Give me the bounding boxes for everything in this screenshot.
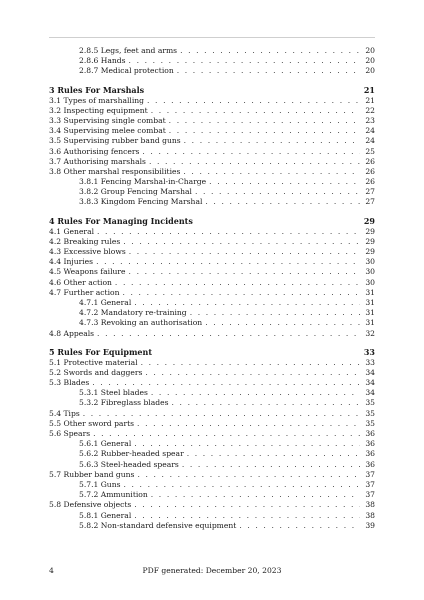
toc-section-entry[interactable] <box>49 368 375 378</box>
toc-entry-title: 3.8.3 Kingdom Fencing Marshal <box>79 197 203 207</box>
footer-page-number: 4 <box>49 566 54 575</box>
toc-subsection-entry[interactable] <box>49 521 375 531</box>
toc-leader-dots <box>151 106 360 116</box>
toc-page-number: 39 <box>365 520 375 530</box>
toc-section-entry[interactable] <box>49 267 375 277</box>
toc-entry-title: 5.2 Swords and daggers <box>49 367 143 377</box>
toc-chapter-entry[interactable] <box>49 347 375 358</box>
toc-section-entry[interactable] <box>49 409 375 419</box>
toc-leader-dots <box>169 126 360 136</box>
toc-leader-dots <box>134 439 360 449</box>
toc-leader-dots <box>134 298 360 308</box>
toc-entry-title: 4.8 Appeals <box>49 328 95 338</box>
toc-page-number: 31 <box>365 287 375 297</box>
toc-leader-dots <box>149 157 360 167</box>
toc-section-entry[interactable] <box>49 157 375 167</box>
toc-subsection-entry[interactable] <box>49 66 375 76</box>
toc-leader-dots <box>97 329 360 339</box>
toc-leader-dots <box>209 177 360 187</box>
toc-subsection-entry[interactable] <box>49 197 375 207</box>
toc-page-number: 25 <box>365 146 375 156</box>
toc-leader-dots <box>147 96 360 106</box>
toc-section-entry[interactable] <box>49 237 375 247</box>
toc-entry-title: 5.3.1 Steel blades <box>79 388 148 398</box>
toc-page-number: 23 <box>365 115 375 125</box>
toc-page-number: 24 <box>365 126 375 136</box>
toc-subsection-entry[interactable] <box>49 490 375 500</box>
toc-entry-title: 2.8.5 Legs, feet and arms <box>79 46 178 55</box>
toc-subsection-entry[interactable] <box>49 318 375 328</box>
toc-section-entry[interactable] <box>49 329 375 339</box>
toc-page-number: 30 <box>365 267 375 277</box>
toc-leader-dots <box>122 288 360 298</box>
toc-subsection-entry[interactable] <box>49 308 375 318</box>
toc-entry-title: 4.1 General <box>49 226 95 236</box>
toc-entry-title: 3.5 Supervising rubber band guns <box>49 136 181 146</box>
toc-page-number: 36 <box>365 449 375 459</box>
toc-leader-dots <box>129 267 360 277</box>
toc-leader-dots <box>83 409 360 419</box>
toc-entry-title: 5.3 Blades <box>49 378 90 388</box>
toc-page-number: 33 <box>363 346 375 357</box>
toc-entry-title: 5.8.1 General <box>79 510 132 520</box>
toc-section-entry[interactable] <box>49 247 375 257</box>
toc-spacer <box>49 77 375 85</box>
toc-subsection-entry[interactable] <box>49 56 375 66</box>
toc-entry-title: 3.8 Other marshal responsibilities <box>49 166 181 176</box>
toc-entry-title: 5.8.2 Non-standard defensive equipment <box>79 520 237 530</box>
toc-page-number: 20 <box>365 66 375 76</box>
toc-chapter-title: 5 Rules For Equipment <box>49 346 153 357</box>
toc-page-number: 26 <box>365 177 375 187</box>
toc-section-entry[interactable] <box>49 470 375 480</box>
toc-subsection-entry[interactable] <box>49 480 375 490</box>
toc-entry-title: 4.7 Further action <box>49 287 120 297</box>
toc-entry-title: 5.6 Spears <box>49 429 91 438</box>
toc-entry-title: 4.7.3 Revoking an authorisation <box>79 318 203 328</box>
toc-entry-title: 3.3 Supervising single combat <box>49 115 166 125</box>
toc-leader-dots <box>187 449 360 459</box>
toc-leader-dots <box>123 480 360 490</box>
toc-section-entry[interactable] <box>49 227 375 237</box>
header-rule <box>49 37 375 38</box>
toc-spacer <box>49 208 375 216</box>
toc-section-entry[interactable] <box>49 116 375 126</box>
toc-page-number: 29 <box>363 215 375 226</box>
toc-page-number: 21 <box>363 84 375 95</box>
toc-entry-title: 3.1 Types of marshalling <box>49 95 145 105</box>
toc-leader-dots <box>172 398 360 408</box>
toc-page-number: 27 <box>365 197 375 207</box>
table-of-contents <box>49 46 375 531</box>
toc-leader-dots <box>239 521 360 531</box>
toc-page-number: 31 <box>365 297 375 307</box>
toc-page-number: 38 <box>365 500 375 510</box>
toc-subsection-entry[interactable] <box>49 187 375 197</box>
toc-page-number: 20 <box>365 56 375 66</box>
toc-page-number: 30 <box>365 257 375 267</box>
toc-section-entry[interactable] <box>49 126 375 136</box>
toc-entry-title: 3.4 Supervising melee combat <box>49 126 166 136</box>
toc-entry-title: 5.6.2 Rubber-headed spear <box>79 449 184 459</box>
toc-leader-dots <box>182 460 360 470</box>
toc-page-number: 38 <box>365 510 375 520</box>
toc-subsection-entry[interactable] <box>49 439 375 449</box>
page-footer <box>49 565 375 577</box>
toc-section-entry[interactable] <box>49 429 375 439</box>
toc-subsection-entry[interactable] <box>49 398 375 408</box>
toc-leader-dots <box>137 419 360 429</box>
toc-leader-dots <box>184 136 360 146</box>
toc-leader-dots <box>177 66 360 76</box>
toc-chapter-entry[interactable] <box>49 85 375 96</box>
toc-leader-dots <box>205 318 360 328</box>
toc-section-entry[interactable] <box>49 378 375 388</box>
toc-subsection-entry[interactable] <box>49 298 375 308</box>
toc-page-number: 32 <box>365 328 375 338</box>
toc-leader-dots <box>92 378 360 388</box>
toc-page-number: 36 <box>365 429 375 438</box>
toc-page-number: 35 <box>365 418 375 428</box>
toc-section-entry[interactable] <box>49 257 375 267</box>
toc-section-entry[interactable] <box>49 96 375 106</box>
toc-leader-dots <box>145 368 360 378</box>
toc-leader-dots <box>190 308 360 318</box>
toc-leader-dots <box>137 470 360 480</box>
toc-entry-title: 5.5 Other sword parts <box>49 418 135 428</box>
toc-section-entry[interactable] <box>49 167 375 177</box>
toc-page-number: 29 <box>365 236 375 246</box>
toc-entry-title: 5.1 Protective material <box>49 357 138 367</box>
toc-entry-title: 5.7 Rubber band guns <box>49 469 135 479</box>
toc-page-number: 20 <box>365 46 375 55</box>
toc-page-number: 22 <box>365 105 375 115</box>
toc-leader-dots <box>134 500 360 510</box>
toc-leader-dots <box>129 56 360 66</box>
toc-leader-dots <box>96 257 360 267</box>
toc-leader-dots <box>134 511 360 521</box>
toc-section-entry[interactable] <box>49 288 375 298</box>
toc-page-number: 30 <box>365 277 375 287</box>
toc-entry-title: 5.7.2 Ammunition <box>79 490 148 500</box>
toc-leader-dots <box>97 227 360 237</box>
toc-entry-title: 4.6 Other action <box>49 277 112 287</box>
toc-entry-title: 4.7.1 General <box>79 297 132 307</box>
toc-page-number: 35 <box>365 408 375 418</box>
toc-section-entry[interactable] <box>49 278 375 288</box>
toc-entry-title: 4.2 Breaking rules <box>49 236 121 246</box>
toc-leader-dots <box>115 278 360 288</box>
toc-section-entry[interactable] <box>49 419 375 429</box>
toc-entry-title: 3.6 Authorising fencers <box>49 146 140 156</box>
toc-leader-dots <box>151 388 360 398</box>
toc-section-entry[interactable] <box>49 500 375 510</box>
toc-leader-dots <box>123 237 360 247</box>
toc-page-number: 34 <box>365 378 375 388</box>
toc-leader-dots <box>142 147 360 157</box>
toc-page-number: 26 <box>365 166 375 176</box>
toc-page-number: 34 <box>365 367 375 377</box>
toc-entry-title: 3.2 Inspecting equipment <box>49 105 148 115</box>
footer-generated-date: PDF generated: December 20, 2023 <box>142 566 282 575</box>
toc-chapter-title: 4 Rules For Managing Incidents <box>49 215 193 226</box>
toc-leader-dots <box>180 46 360 56</box>
toc-entry-title: 4.3 Excessive blows <box>49 247 126 256</box>
toc-leader-dots <box>141 358 360 368</box>
toc-leader-dots <box>205 197 360 207</box>
toc-page-number: 29 <box>365 226 375 236</box>
toc-entry-title: 4.4 Injuries <box>49 257 94 267</box>
toc-entry-title: 2.8.6 Hands <box>79 56 126 66</box>
toc-page-number: 31 <box>365 308 375 318</box>
toc-page-number: 21 <box>365 95 375 105</box>
toc-entry-title: 5.3.2 Fibreglass blades <box>79 398 169 408</box>
toc-section-entry[interactable] <box>49 358 375 368</box>
toc-section-entry[interactable] <box>49 106 375 116</box>
toc-subsection-entry[interactable] <box>49 46 375 56</box>
toc-subsection-entry[interactable] <box>49 460 375 470</box>
toc-subsection-entry[interactable] <box>49 388 375 398</box>
toc-chapter-title: 3 Rules For Marshals <box>49 84 145 95</box>
toc-page-number: 35 <box>365 398 375 408</box>
toc-chapter-entry[interactable] <box>49 216 375 227</box>
toc-leader-dots <box>169 116 360 126</box>
toc-page-number: 24 <box>365 136 375 146</box>
toc-spacer <box>49 339 375 347</box>
toc-entry-title: 3.7 Authorising marshals <box>49 156 146 166</box>
toc-entry-title: 2.8.7 Medical protection <box>79 66 174 76</box>
toc-page-number: 34 <box>365 388 375 398</box>
toc-subsection-entry[interactable] <box>49 177 375 187</box>
toc-entry-title: 5.4 Tips <box>49 408 80 418</box>
toc-section-entry[interactable] <box>49 136 375 146</box>
toc-entry-title: 5.6.1 General <box>79 439 132 449</box>
toc-entry-title: 5.7.1 Guns <box>79 479 121 489</box>
toc-page-number: 37 <box>365 479 375 489</box>
toc-page-number: 33 <box>365 357 375 367</box>
toc-page-number: 37 <box>365 469 375 479</box>
toc-leader-dots <box>93 429 360 439</box>
toc-leader-dots <box>183 167 360 177</box>
toc-subsection-entry[interactable] <box>49 449 375 459</box>
toc-entry-title: 3.8.1 Fencing Marshal-in-Charge <box>79 177 207 187</box>
toc-page-number: 29 <box>365 247 375 256</box>
toc-leader-dots <box>129 247 360 257</box>
toc-entry-title: 5.6.3 Steel-headed spears <box>79 459 179 469</box>
toc-section-entry[interactable] <box>49 147 375 157</box>
toc-entry-title: 5.8 Defensive objects <box>49 500 132 510</box>
toc-page-number: 37 <box>365 490 375 500</box>
toc-page-number: 36 <box>365 459 375 469</box>
toc-entry-title: 4.7.2 Mandatory re-training <box>79 308 187 318</box>
toc-leader-dots <box>151 490 360 500</box>
toc-page-number: 27 <box>365 187 375 197</box>
toc-page-number: 26 <box>365 156 375 166</box>
toc-leader-dots <box>195 187 360 197</box>
toc-entry-title: 3.8.2 Group Fencing Marshal <box>79 187 192 197</box>
toc-page-number: 36 <box>365 439 375 449</box>
toc-subsection-entry[interactable] <box>49 511 375 521</box>
toc-page-number: 31 <box>365 318 375 328</box>
toc-entry-title: 4.5 Weapons failure <box>49 267 126 277</box>
